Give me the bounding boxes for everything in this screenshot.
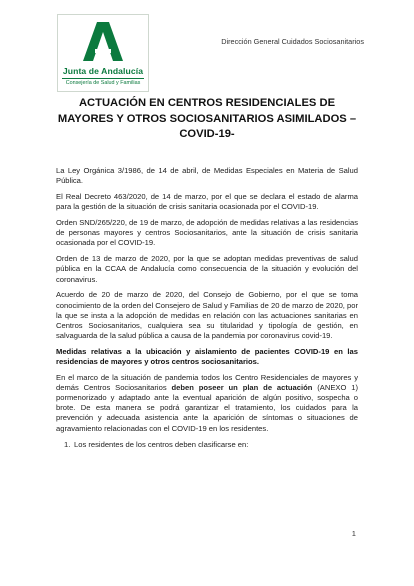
paragraph-orden-marzo: Orden de 13 de marzo de 2020, por la que se adoptan medidas preventivas de salud pública en la CCAA de Andalucía como consecuencia de la situación y evolución del coronavirus. — [56, 254, 358, 284]
section-heading: Medidas relativas a la ubicación y aislamiento de pacientes COVID-19 en las residencias de mayores y otros centros sociosanitarios. — [56, 347, 358, 367]
page-number: 1 — [351, 529, 356, 538]
paragraph-orden-snd: Orden SND/265/220, de 19 de marzo, de adopción de medidas relativas a las residencias de personas mayores y centros Sociosanitarios, ante la situación de crisis sanitaria ocasionada por el COVID-19. — [56, 218, 358, 248]
junta-andalucia-a-logo-icon — [81, 19, 125, 63]
paragraph-real-decreto: El Real Decreto 463/2020, de 14 de marzo, por el que se declara el estado de alarma para la gestión de la situación de crisis sanitaria ocasionada por el COVID-19. — [56, 192, 358, 212]
logo-title: Junta de Andalucía — [62, 66, 144, 76]
logo-divider — [62, 78, 144, 79]
department-name: Dirección General Cuidados Sociosanitarios — [221, 37, 364, 46]
measures-text-2: (ANEXO 1) pormenorizado y adaptado ante la eventual aparición de algún positivo, sospecha o brote. De esta manera se podrá garantizar el tratamiento, los cuidados para la prevención y adecuada asistencia ante la aparición de síntomas o situaciones de agravamiento relacionadas con el COVID-19 en los residentes. — [56, 382, 358, 433]
list-item — [56, 440, 358, 450]
logo-subtitle: Consejería de Salud y Familias — [65, 80, 141, 86]
list-item-text: Los residentes de los centros deben clasificarse en: — [74, 439, 249, 449]
paragraph-measures — [56, 373, 358, 434]
junta-logo — [57, 14, 149, 92]
document-title: ACTUACIÓN EN CENTROS RESIDENCIALES DE MAYORES Y OTROS SOCIOSANITARIOS ASIMILADOS – COVID-19- — [57, 97, 357, 140]
list-item-number: 1. — [64, 439, 71, 449]
paragraph-ley-organica: La Ley Orgánica 3/1986, de 14 de abril, de Medidas Especiales en Materia de Salud Pública. — [56, 166, 358, 186]
measures-bold: deben poseer un plan de actuación — [171, 382, 313, 392]
document-body — [56, 166, 358, 450]
paragraph-acuerdo: Acuerdo de 20 de marzo de 2020, del Consejo de Gobierno, por el que se toma conocimiento de la orden del Consejero de Salud y Familias de 20 de marzo de 2020, por la que se insta a la adopción de medidas en relación con las actuaciones sanitarias en Centros Sociosanitarios, cualquiera sea su titularidad y tipología de gestión, en salvaguarda de la salud pública a causa de la pandemia por coronavirus covid-19. — [56, 290, 358, 341]
measures-text-1: En el marco de la situación de pandemia todos los Centro Residenciales de mayores y demás Centros Sociosanitarios — [56, 372, 358, 392]
classification-list — [56, 440, 358, 450]
